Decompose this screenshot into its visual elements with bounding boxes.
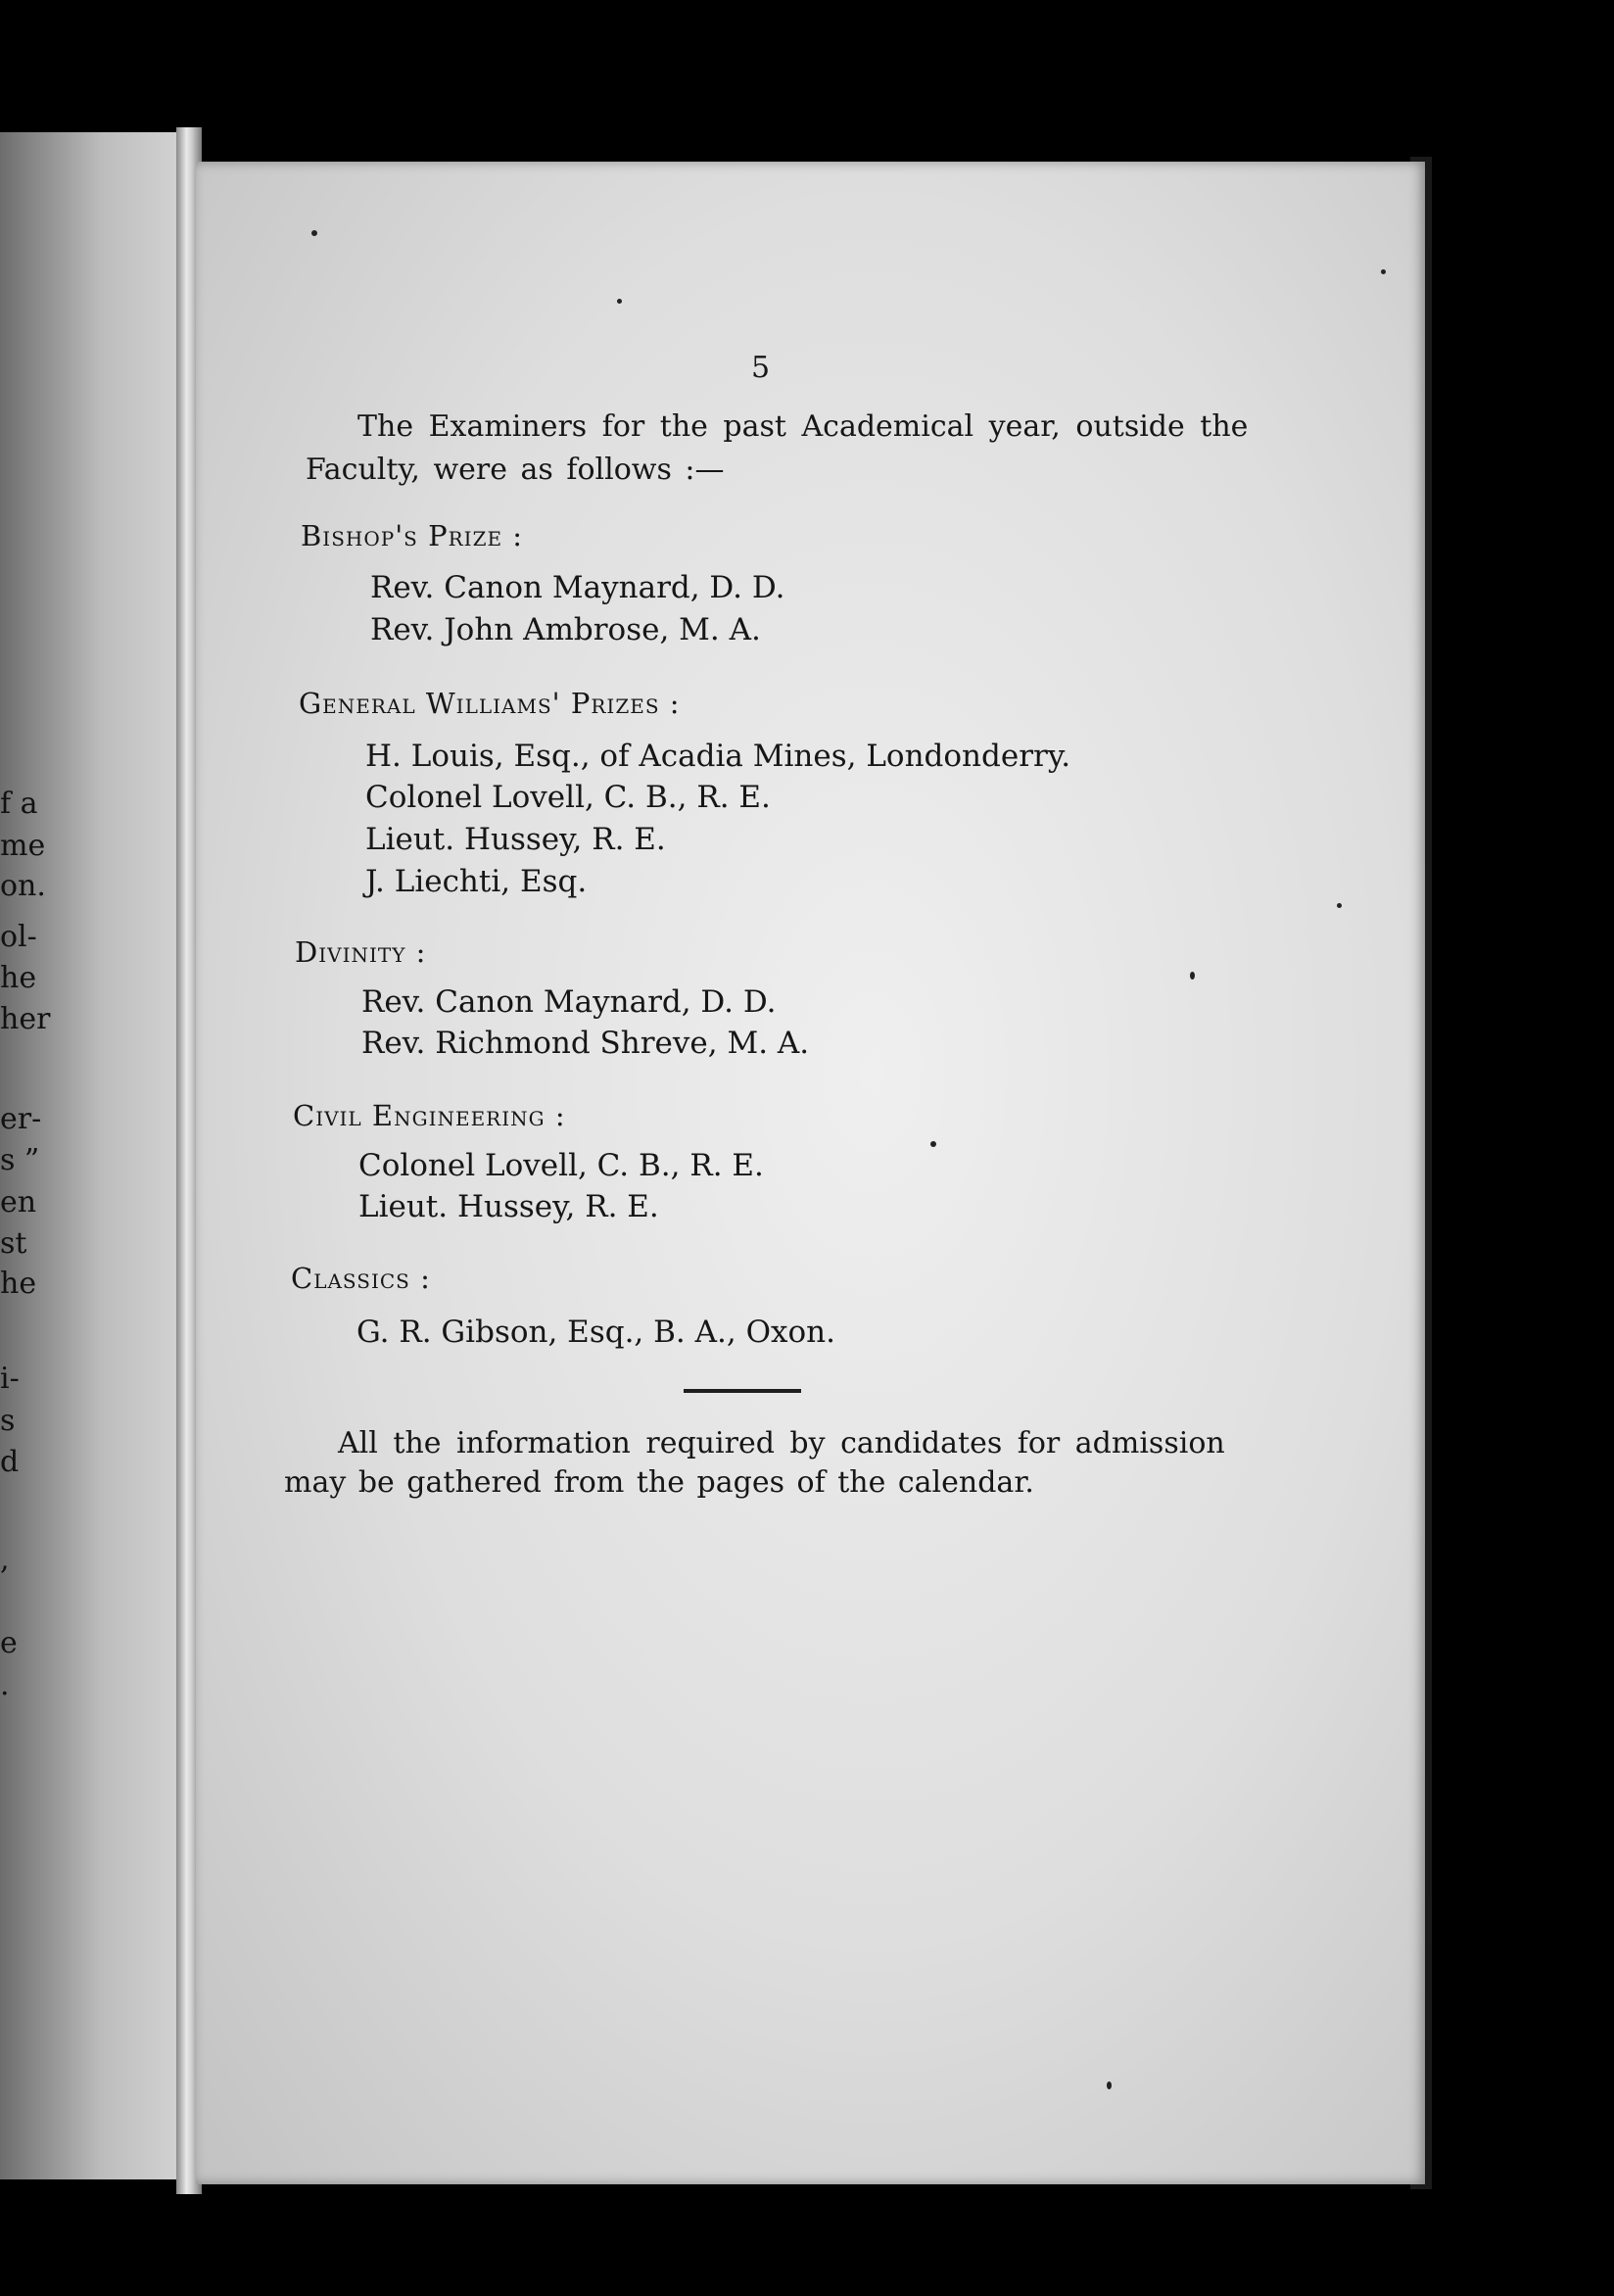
paper-speck <box>617 299 622 304</box>
section-divider <box>684 1389 801 1393</box>
paper-speck <box>1107 2081 1112 2089</box>
examiner-entry: Colonel Lovell, C. B., R. E. <box>365 780 771 815</box>
section-heading: Bishop's Prize : <box>301 519 524 552</box>
left-margin-fragment: ol- <box>0 920 37 954</box>
examiner-entry: Rev. John Ambrose, M. A. <box>370 612 761 647</box>
left-margin-fragment: st <box>0 1226 27 1261</box>
closing-line: All the information required by candidates for admission <box>338 1426 1225 1460</box>
section-heading: Divinity : <box>295 935 427 969</box>
left-margin-fragment: e <box>0 1626 18 1660</box>
examiner-entry: Lieut. Hussey, R. E. <box>365 822 666 857</box>
left-margin-fragment: i- <box>0 1362 20 1396</box>
examiner-entry: Rev. Canon Maynard, D. D. <box>370 570 785 605</box>
left-margin-fragment: s ” <box>0 1143 40 1177</box>
page-number: 5 <box>751 351 771 385</box>
left-margin-fragment: f a <box>0 787 38 821</box>
left-margin-fragment: . <box>0 1668 10 1702</box>
paper-speck <box>1190 972 1195 980</box>
examiner-entry: Rev. Canon Maynard, D. D. <box>361 984 777 1020</box>
section-heading: Civil Engineering : <box>293 1099 566 1132</box>
examiner-entry: J. Liechti, Esq. <box>365 864 588 899</box>
section-heading: Classics : <box>291 1262 431 1295</box>
examiner-entry: Colonel Lovell, C. B., R. E. <box>358 1148 764 1183</box>
left-margin-fragment: d <box>0 1445 20 1479</box>
paper-speck <box>1337 903 1342 908</box>
examiner-entry: Rev. Richmond Shreve, M. A. <box>361 1026 810 1061</box>
left-margin-fragment: s <box>0 1404 16 1438</box>
left-margin-fragment: he <box>0 1267 37 1301</box>
examiner-entry: G. R. Gibson, Esq., B. A., Oxon. <box>356 1315 835 1350</box>
left-margin-fragment: her <box>0 1002 51 1036</box>
left-margin-fragment: , <box>0 1543 10 1577</box>
left-margin-fragment: en <box>0 1185 37 1220</box>
closing-line: may be gathered from the pages of the calendar. <box>284 1465 1034 1500</box>
examiner-entry: Lieut. Hussey, R. E. <box>358 1189 659 1224</box>
paper-speck <box>311 230 317 236</box>
left-page-edge <box>0 132 186 2179</box>
intro-line: The Examiners for the past Academical year, outside the <box>357 409 1249 444</box>
paper-speck <box>930 1141 936 1147</box>
section-heading: General Williams' Prizes : <box>299 687 681 720</box>
paper-speck <box>1381 269 1386 274</box>
intro-line: Faculty, were as follows :— <box>306 453 725 487</box>
left-margin-fragment: on. <box>0 869 46 903</box>
examiner-entry: H. Louis, Esq., of Acadia Mines, Londonderry. <box>365 739 1071 774</box>
left-margin-fragment: he <box>0 961 37 995</box>
left-margin-fragment: me <box>0 829 46 863</box>
left-margin-fragment: er- <box>0 1102 42 1136</box>
